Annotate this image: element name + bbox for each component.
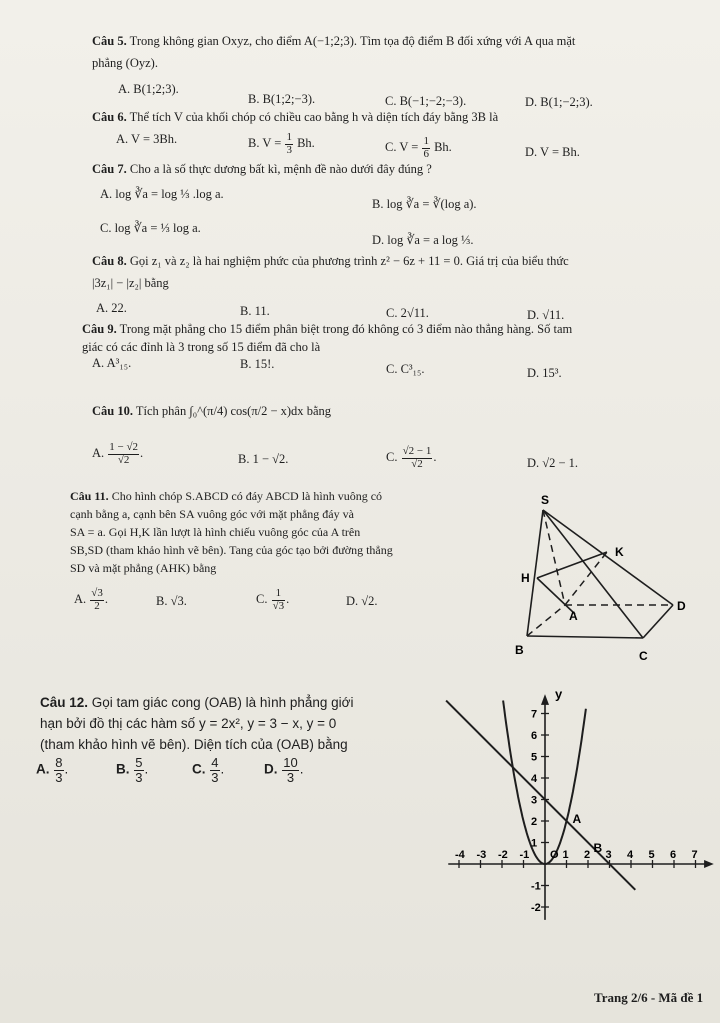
label-k: K — [615, 545, 624, 559]
q9-option-c: C. C³₁₅. — [386, 362, 425, 376]
q12-label: Câu 12. — [40, 695, 89, 710]
label-b: B — [515, 643, 524, 657]
edge-cd — [643, 605, 673, 638]
q12-option-c: C. $\frac{4}{3}$ . — [192, 755, 225, 785]
pyramid-figure — [515, 490, 705, 670]
graph-axes — [448, 694, 714, 920]
q8-option-b: B. 11. — [240, 304, 270, 318]
q11-option-d: D. √2. — [346, 594, 378, 608]
q11-label: Câu 11. — [70, 489, 109, 503]
y-tick-label: 4 — [531, 773, 538, 785]
y-tick-label: -2 — [531, 902, 541, 914]
q9-option-a: A. A³₁₅. — [92, 356, 132, 370]
q11-option-a: A. $\frac{√3}{2}$ . — [74, 587, 108, 612]
q6-option-c: C. V = $\frac{1}{6}$ Bh. — [385, 135, 452, 160]
q10-stem: Câu 10. Tích phân ∫₀^(π/4) cos(π/2 − x)dx bằng — [92, 404, 331, 418]
edge-sd — [543, 510, 673, 605]
q6-option-a: A. V = 3Bh. — [116, 132, 178, 146]
x-axis-arrow — [704, 860, 714, 868]
y-tick-label: 6 — [531, 730, 538, 742]
y-axis-arrow — [541, 694, 549, 705]
q5-option-c: C. B(−1;−2;−3). — [385, 94, 467, 108]
y-tick-label: 2 — [531, 816, 538, 828]
q8-label: Câu 8. — [92, 254, 127, 268]
y-tick-label: 7 — [531, 708, 538, 721]
q8-stem — [92, 254, 569, 269]
x-tick-label: -2 — [498, 849, 508, 861]
x-tick-label: 4 — [627, 849, 634, 861]
q10-option-b: B. 1 − √2. — [238, 452, 289, 466]
label-c: C — [639, 649, 648, 663]
y-tick-label: -1 — [531, 880, 541, 893]
q7-option-a: A. log ∛a = log ⅓ .log a. — [100, 187, 224, 201]
q11-stem: Câu 11. Cho hình chóp S.ABCD có đáy ABCD là hình vuông có cạnh bằng a, cạnh bên SA vuông góc với mặt phẳng đáy và SA = a. Gọi H,K lần lượt là hình chiếu vuông góc của A trên SB,SD (tham khảo hình vẽ bên). Tang của góc tạo bởi đường thẳng SD và mặt phẳng (AHK) bằng — [70, 489, 393, 575]
edge-ba — [527, 605, 565, 636]
q5-text: Trong không gian Oxyz, cho điểm A(−1;2;3). Tìm tọa độ điểm B đối xứng với A qua mặt — [129, 34, 576, 48]
q9-option-d: D. 15³. — [527, 366, 562, 380]
q5-text2: phẳng (Oyz). — [92, 56, 158, 70]
q6-stem — [92, 110, 498, 125]
x-tick-label: 1 — [562, 849, 569, 861]
q12-graph — [430, 682, 720, 922]
x-tick-label: -1 — [519, 849, 530, 861]
label-a: A — [569, 609, 578, 623]
label-h: H — [521, 571, 530, 585]
y-axis-label: y — [555, 686, 563, 702]
q7-text: Cho a là số thực dương bất kì, mệnh đề nào dưới đây đúng ? — [129, 162, 432, 176]
x-tick-label: 2 — [584, 849, 591, 861]
q8-text: Gọi z₁ và z₂ là hai nghiệm phức của phương trình z² − 6z + 11 = 0. Giá trị của biểu thức — [129, 254, 569, 268]
point-b-label: B — [593, 841, 603, 855]
q12-option-b: B. $\frac{5}{3}$ . — [116, 755, 149, 785]
q8-text2: |3z₁| − |z₂| bằng — [92, 276, 169, 290]
q6-option-d: D. V = Bh. — [525, 145, 580, 159]
point-a-label: A — [572, 812, 582, 826]
q10-option-c: C. $\frac{√2 - 1}{√2}$ . — [386, 445, 437, 470]
q5-label: Câu 5. — [92, 34, 127, 48]
graph-labels — [455, 686, 698, 914]
x-tick-label: -4 — [455, 849, 465, 861]
q7-option-d: D. log ∛a = a log ⅓. — [372, 233, 474, 247]
q10-option-d: D. √2 − 1. — [527, 456, 579, 470]
q8-option-d: D. √11. — [527, 308, 565, 322]
q5-option-b: B. B(1;2;−3). — [248, 92, 316, 106]
q7-label: Câu 7. — [92, 162, 127, 176]
q12-option-d: D. $\frac{10}{3}$ . — [264, 755, 304, 785]
q9-text: Trong mặt phẳng cho 15 điểm phân biệt trong đó không có 3 điểm nào thẳng hàng. Số tam — [119, 322, 573, 336]
page-footer: Trang 2/6 - Mã đề 1 — [594, 990, 704, 1005]
q10-integral: ∫₀^(π/4) cos(π/2 − x)dx — [189, 404, 304, 418]
y-tick-label: 1 — [531, 837, 538, 850]
y-tick-label: 3 — [531, 794, 538, 807]
x-tick-label: -3 — [476, 849, 487, 861]
x-tick-label: 5 — [648, 849, 655, 861]
q9-text2: giác có các đỉnh là 3 trong số 15 điểm đã cho là — [82, 340, 321, 354]
q7-option-b: B. log ∛a = ∛(log a). — [372, 197, 477, 211]
q7-option-c: C. log ∛a = ⅓ log a. — [100, 221, 201, 235]
q9-option-b: B. 15!. — [240, 357, 275, 371]
q5-stem — [92, 34, 575, 49]
x-tick-label: 3 — [605, 849, 612, 861]
q6-text: Thể tích V của khối chóp có chiều cao bằng h và diện tích đáy bằng 3B là — [129, 110, 499, 124]
edge-bc — [527, 636, 643, 638]
y-tick-label: 5 — [531, 751, 538, 764]
x-tick-label: O — [550, 849, 559, 861]
q6-option-b: B. V = $\frac{1}{3}$ Bh. — [248, 131, 315, 156]
q8-option-c: C. 2√11. — [386, 306, 429, 320]
x-tick-label: 6 — [670, 849, 677, 861]
q5-option-d: D. B(1;−2;3). — [525, 95, 593, 109]
q7-stem — [92, 162, 432, 177]
label-s: S — [541, 493, 550, 507]
q6-label: Câu 6. — [92, 110, 127, 124]
graph-curves — [446, 701, 635, 890]
q10-label: Câu 10. — [92, 404, 133, 418]
label-d: D — [677, 599, 686, 613]
q5-option-a: A. B(1;2;3). — [118, 82, 179, 96]
q10-option-a: A. $\frac{1 - √2}{√2}$ . — [92, 441, 144, 466]
q8-option-a: A. 22. — [96, 301, 127, 315]
q11-option-b: B. √3. — [156, 594, 187, 608]
q12-option-a: A. $\frac{8}{3}$ . — [36, 755, 69, 785]
q11-option-c: C. $\frac{1}{√3}$ . — [256, 587, 290, 612]
q12-stem: Câu 12. Gọi tam giác cong (OAB) là hình phẳng giới hạn bởi đồ thị các hàm số y = 2x², y = 3 − x, y = 0 (tham khảo hình vẽ bên). Diện tích của (OAB) bằng — [40, 695, 354, 752]
q9-label: Câu 9. — [82, 322, 117, 336]
q9-stem — [82, 322, 572, 337]
x-tick-label: 7 — [691, 849, 698, 861]
